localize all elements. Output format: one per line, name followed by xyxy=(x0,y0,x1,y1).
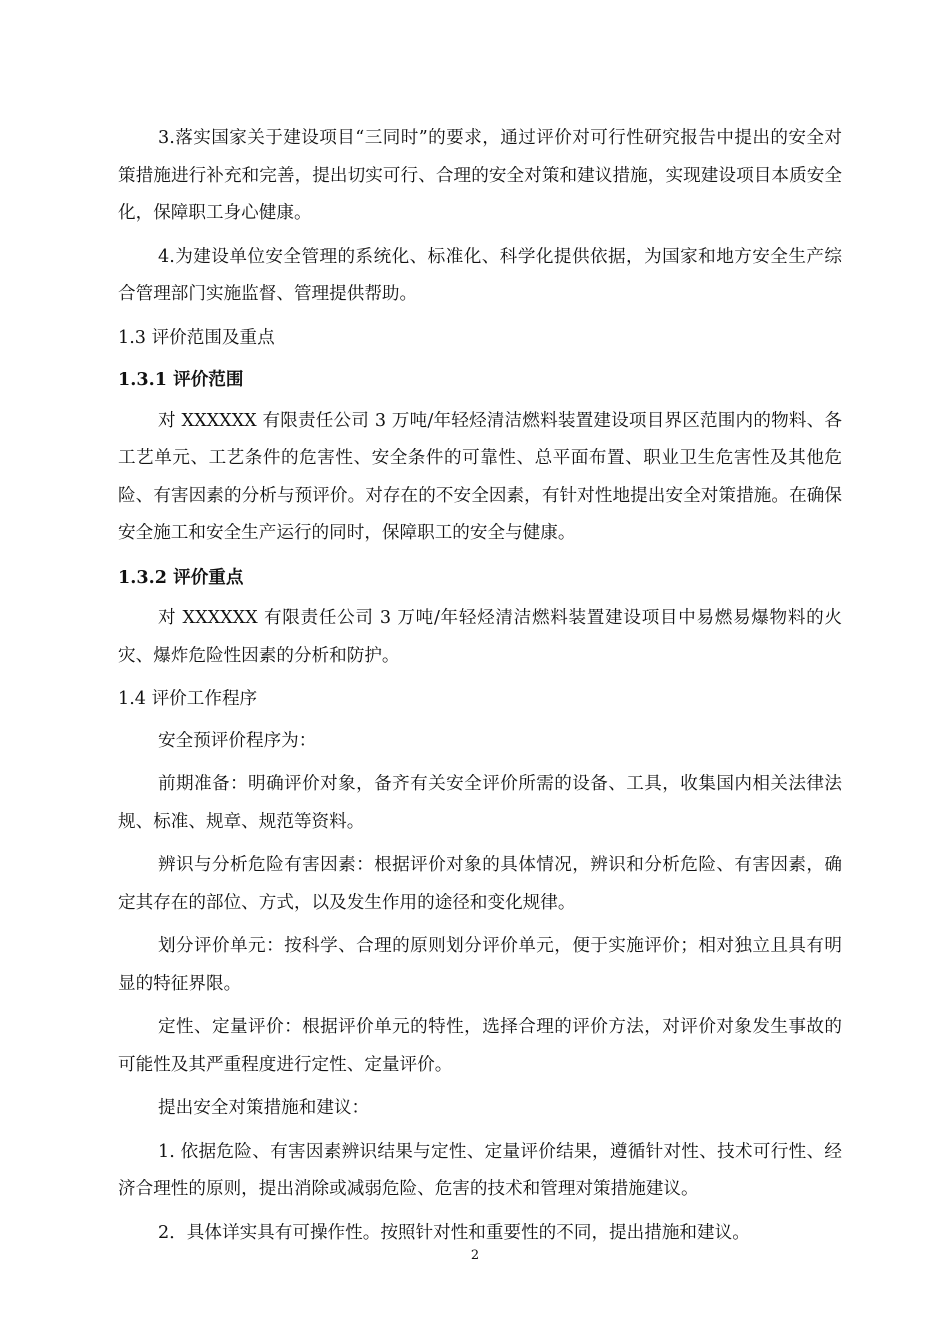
section-heading-1-4: 1.4 评价工作程序 xyxy=(118,689,258,709)
paragraph-objective-3: 3.落实国家关于建设项目“三同时”的要求，通过评价对可行性研究报告中提出的安全对策措施进行补充和完善，提出切实可行、合理的安全对策和建议措施，实现建设项目本质安全化，保障职工身心健康。 xyxy=(118,128,842,223)
paragraph-evaluation-scope: 对 XXXXXX 有限责任公司 3 万吨/年轻烃清洁燃料装置建设项目界区范围内的物料、各工艺单元、工艺条件的危害性、安全条件的可靠性、总平面布置、职业卫生危害性及其他危险、有害因素的分析与预评价。对存在的不安全因素，有针对性地提出安全对策措施。在确保安全施工和安全生产运行的同时，保障职工的安全与健康。 xyxy=(118,410,842,543)
paragraph-objective-4: 4.为建设单位安全管理的系统化、标准化、科学化提供依据，为国家和地方安全生产综合管理部门实施监督、管理提供帮助。 xyxy=(118,246,842,304)
page-body xyxy=(118,120,842,1258)
subsection-heading-1-3-2: 1.3.2 评价重点 xyxy=(118,566,244,588)
paragraph-step-hazard-identification: 辨识与分析危险有害因素：根据评价对象的具体情况，辨识和分析危险、有害因素，确定其存在的部位、方式，以及发生作用的途径和变化规律。 xyxy=(118,855,842,913)
page-number: 2 xyxy=(470,1248,480,1263)
paragraph-countermeasure-item-1: 1. 依据危险、有害因素辨识结果与定性、定量评价结果，遵循针对性、技术可行性、经济合理性的原则，提出消除或减弱危险、危害的技术和管理对策措施建议。 xyxy=(118,1141,842,1199)
paragraph-step-countermeasures: 提出安全对策措施和建议： xyxy=(158,1098,370,1118)
paragraph-step-preparation: 前期准备：明确评价对象，备齐有关安全评价所需的设备、工具，收集国内相关法律法规、标准、规章、规范等资料。 xyxy=(118,774,842,832)
section-heading-1-3: 1.3 评价范围及重点 xyxy=(118,327,275,348)
subsection-heading-1-3-1: 1.3.1 评价范围 xyxy=(118,369,244,390)
paragraph-countermeasure-item-2: 2．具体详实具有可操作性。按照针对性和重要性的不同，提出措施和建议。 xyxy=(158,1222,750,1243)
paragraph-evaluation-focus: 对 XXXXXX 有限责任公司 3 万吨/年轻烃清洁燃料装置建设项目中易燃易爆物料的火灾、爆炸危险性因素的分析和防护。 xyxy=(118,608,842,666)
paragraph-procedure-intro: 安全预评价程序为： xyxy=(158,730,317,751)
paragraph-step-unit-division: 划分评价单元：按科学、合理的原则划分评价单元，便于实施评价；相对独立且具有明显的特征界限。 xyxy=(118,936,842,994)
paragraph-step-assessment: 定性、定量评价：根据评价单元的特性，选择合理的评价方法，对评价对象发生事故的可能性及其严重程度进行定性、定量评价。 xyxy=(118,1017,842,1075)
